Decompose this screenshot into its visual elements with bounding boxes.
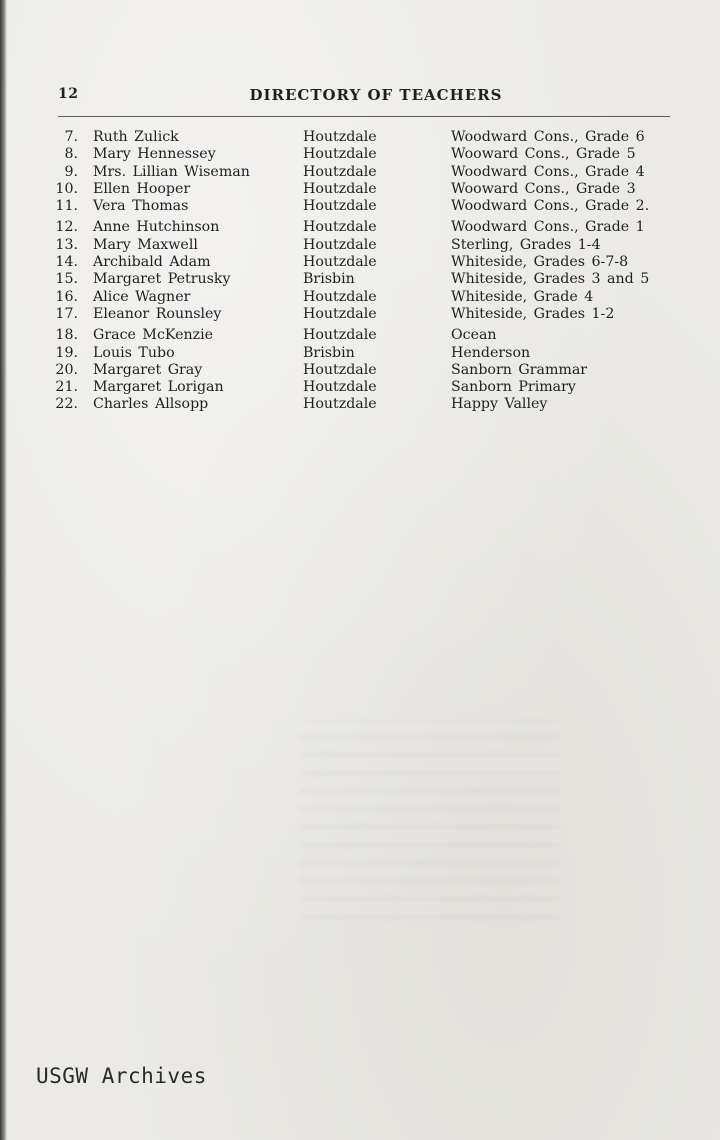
teacher-town: Houtzdale <box>303 361 377 378</box>
teacher-town: Houtzdale <box>303 219 377 236</box>
page-title: DIRECTORY OF TEACHERS <box>249 86 503 104</box>
teacher-name: Ellen Hooper <box>93 180 191 197</box>
teacher-school: Ocean <box>451 327 497 344</box>
entry-number: 18. <box>55 327 78 344</box>
teacher-school: Happy Valley <box>451 396 548 413</box>
teacher-entry <box>40 379 680 396</box>
teacher-town: Houtzdale <box>303 288 377 305</box>
teacher-town: Houtzdale <box>303 163 377 180</box>
page-number: 12 <box>58 86 79 102</box>
entry-number: 19. <box>55 344 78 361</box>
show-through-text <box>300 720 560 920</box>
teacher-entry <box>40 327 680 344</box>
teacher-school: Woodward Cons., Grade 1 <box>451 219 645 236</box>
teacher-list <box>40 129 680 414</box>
teacher-entry <box>40 345 680 362</box>
teacher-town: Houtzdale <box>303 305 377 322</box>
teacher-name: Anne Hutchinson <box>93 219 220 236</box>
teacher-town: Houtzdale <box>303 198 377 215</box>
teacher-name: Mary Maxwell <box>93 236 198 253</box>
teacher-town: Houtzdale <box>303 396 377 413</box>
entry-number: 17. <box>55 305 78 322</box>
entry-number: 10. <box>55 180 78 197</box>
teacher-school: Henderson <box>451 344 531 361</box>
page-binding-edge <box>0 0 7 1140</box>
entry-number: 22. <box>55 396 78 413</box>
teacher-school: Woodward Cons., Grade 4 <box>451 163 645 180</box>
teacher-school: Woodward Cons., Grade 6 <box>451 129 645 145</box>
teacher-name: Margaret Gray <box>93 361 203 378</box>
teacher-school: Sanborn Grammar <box>451 361 588 378</box>
teacher-town: Houtzdale <box>303 146 377 163</box>
teacher-name: Alice Wagner <box>93 288 191 305</box>
teacher-name: Margaret Petrusky <box>93 271 231 288</box>
teacher-entry <box>40 289 680 306</box>
teacher-town: Houtzdale <box>303 254 377 271</box>
teacher-entry <box>40 219 680 236</box>
entry-number: 11. <box>55 198 78 215</box>
teacher-name: Mary Hennessey <box>93 146 216 163</box>
teacher-town: Brisbin <box>303 344 355 361</box>
entry-number: 16. <box>55 288 78 305</box>
page-header <box>56 86 670 108</box>
entry-number: 13. <box>55 236 78 253</box>
teacher-town: Houtzdale <box>303 236 377 253</box>
teacher-name: Eleanor Rounsley <box>93 305 222 322</box>
entry-number: 21. <box>55 379 78 396</box>
teacher-town: Houtzdale <box>303 180 377 197</box>
teacher-school: Wooward Cons., Grade 3 <box>451 180 636 197</box>
entry-number: 9. <box>64 163 78 180</box>
teacher-school: Sanborn Primary <box>451 379 576 396</box>
teacher-entry <box>40 129 680 146</box>
teacher-entry <box>40 271 680 288</box>
teacher-entry <box>40 362 680 379</box>
teacher-name: Grace McKenzie <box>93 327 214 344</box>
teacher-entry <box>40 396 680 413</box>
teacher-name: Charles Allsopp <box>93 396 209 413</box>
teacher-entry <box>40 198 680 215</box>
teacher-entry <box>40 237 680 254</box>
teacher-entry <box>40 146 680 163</box>
teacher-name: Mrs. Lillian Wiseman <box>93 163 250 180</box>
teacher-school: Wooward Cons., Grade 5 <box>451 146 636 163</box>
entry-number: 20. <box>55 361 78 378</box>
header-rule <box>58 116 670 117</box>
teacher-entry <box>40 164 680 181</box>
teacher-school: Whiteside, Grade 4 <box>451 288 594 305</box>
entry-number: 12. <box>55 219 78 236</box>
entry-number: 14. <box>55 254 78 271</box>
teacher-entry <box>40 181 680 198</box>
teacher-school: Whiteside, Grades 6-7-8 <box>451 254 629 271</box>
entry-number: 7. <box>64 129 78 145</box>
teacher-town: Houtzdale <box>303 379 377 396</box>
teacher-name: Ruth Zulick <box>93 129 179 145</box>
entry-number: 8. <box>64 146 78 163</box>
teacher-name: Margaret Lorigan <box>93 379 224 396</box>
teacher-school: Sterling, Grades 1-4 <box>451 236 601 253</box>
teacher-town: Brisbin <box>303 271 355 288</box>
teacher-school: Whiteside, Grades 1-2 <box>451 305 615 322</box>
teacher-school: Woodward Cons., Grade 2. <box>451 198 650 215</box>
teacher-name: Louis Tubo <box>93 344 175 361</box>
archive-watermark: USGW Archives <box>36 1064 207 1088</box>
teacher-name: Vera Thomas <box>93 198 189 215</box>
teacher-entry <box>40 254 680 271</box>
teacher-school: Whiteside, Grades 3 and 5 <box>451 271 650 288</box>
teacher-entry <box>40 306 680 323</box>
entry-number: 15. <box>55 271 78 288</box>
teacher-town: Houtzdale <box>303 327 377 344</box>
teacher-name: Archibald Adam <box>93 254 211 271</box>
teacher-town: Houtzdale <box>303 129 377 145</box>
